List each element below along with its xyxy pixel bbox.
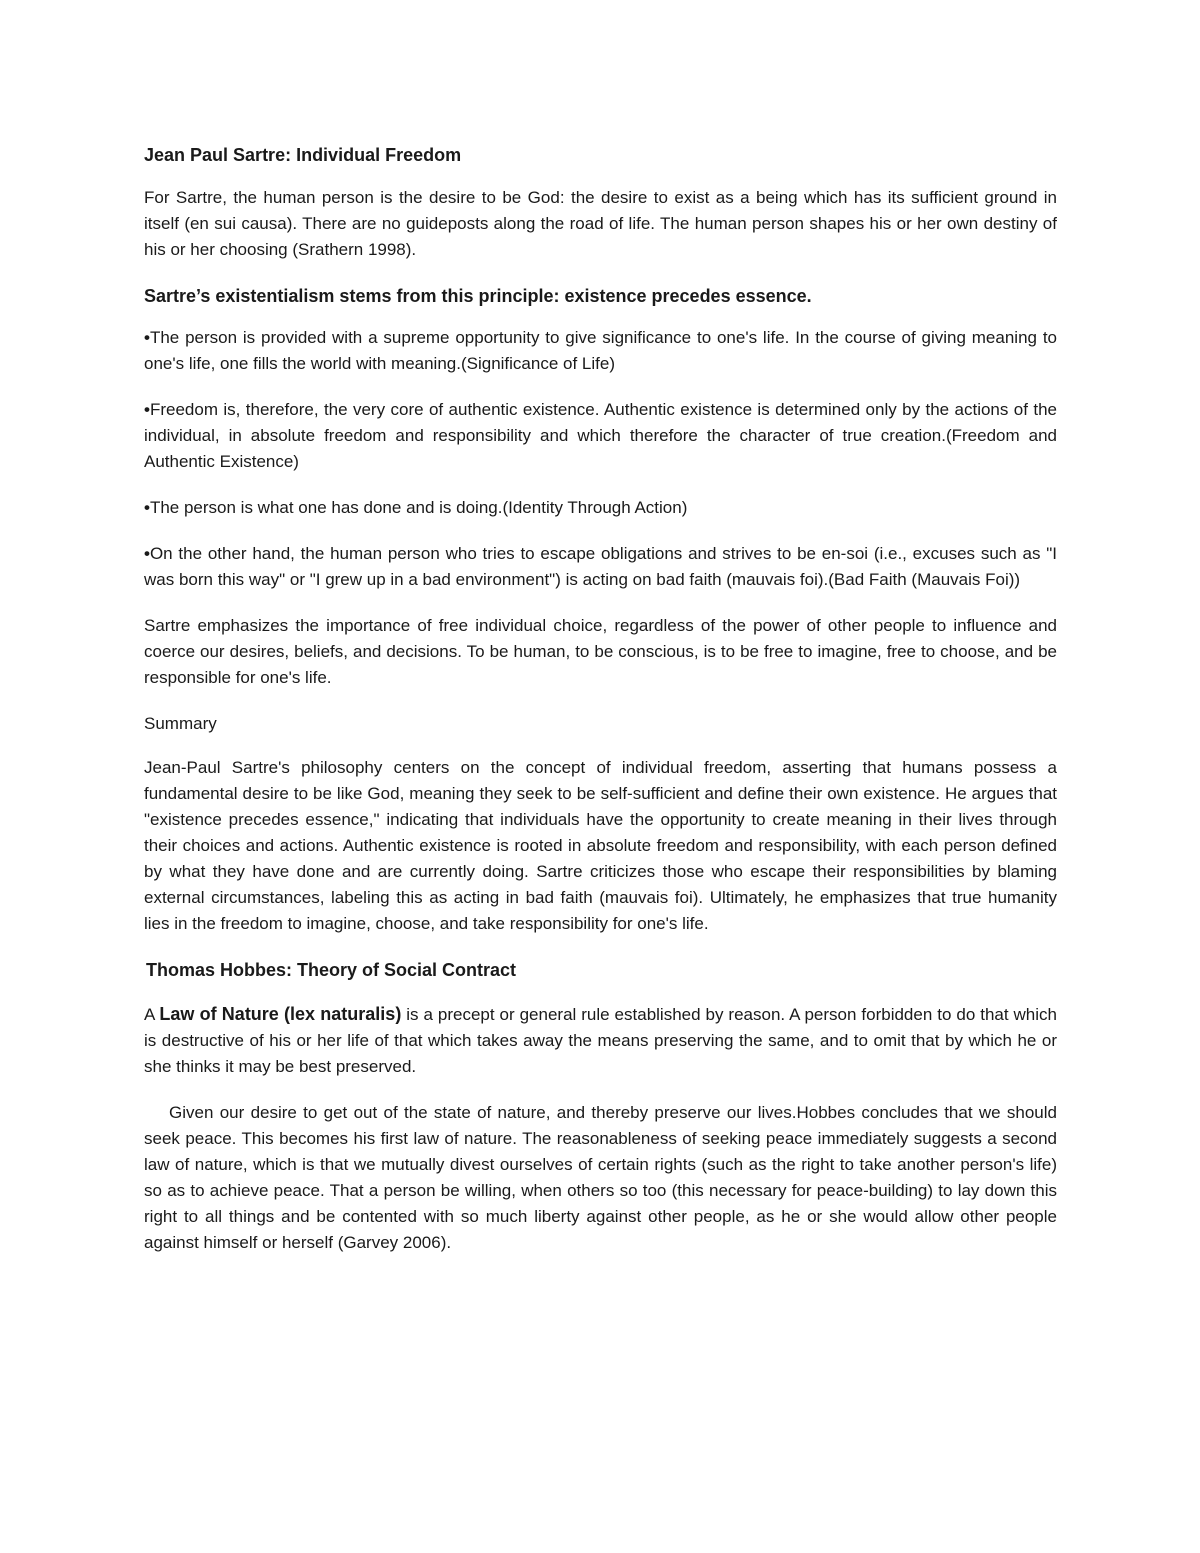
- intro-paragraph: For Sartre, the human person is the desire to be God: the desire to exist as a being which has its sufficient ground in itself (en sui causa). There are no guideposts along the road of life. The human person shapes his or her own destiny of his or her choosing (Srathern 1998).: [144, 188, 1057, 259]
- bullet-text: Freedom is, therefore, the very core of authentic existence. Authentic existence is determined only by the actions of the individual, in absolute freedom and responsibility and which therefore the character of true creation.(Freedom and Authentic Existence): [144, 400, 1057, 471]
- bullet-dot: •: [144, 544, 150, 563]
- summary-label: Summary: [144, 714, 217, 733]
- bullet-text: On the other hand, the human person who tries to escape obligations and strives to be en-soi (i.e., excuses such as "I was born this way" or "I grew up in a bad environment") is acting on bad faith (mauvais foi).(Bad Faith (Mauvais Foi)): [144, 544, 1057, 589]
- bullet-text: The person is provided with a supreme opportunity to give significance to one's life. In the course of giving meaning to one's life, one fills the world with meaning.(Significance of Life): [144, 328, 1057, 373]
- law-definition: is a precept or general rule established by reason. A person forbidden to do that which is destructive of his or her life of that which takes away the means preserving the same, and to omit that by which he or she thinks it may be best preserved.: [144, 1005, 1057, 1076]
- page-title: Jean Paul Sartre: Individual Freedom: [144, 145, 462, 165]
- emphasis-paragraph: Sartre emphasizes the importance of free individual choice, regardless of the power of other people to influence and coerce our desires, beliefs, and decisions. To be human, to be conscious, is to be free to imagine, free to choose, and be responsible for one's life.: [144, 616, 1057, 687]
- hobbes-heading: Thomas Hobbes: Theory of Social Contract: [146, 960, 517, 980]
- bullet-dot: •: [144, 498, 150, 517]
- bullet-item: [144, 541, 1057, 593]
- document-body: [144, 142, 1057, 1276]
- bullet-item: [144, 495, 1057, 521]
- bullet-item: [144, 325, 1057, 377]
- bullet-text: The person is what one has done and is doing.(Identity Through Action): [149, 498, 688, 517]
- bullet-dot: •: [144, 400, 150, 419]
- law-prefix: A: [144, 1005, 160, 1024]
- principle-heading: Sartre’s existentialism stems from this principle: existence precedes essence.: [144, 286, 812, 306]
- law-term: Law of Nature (lex naturalis): [159, 1004, 402, 1024]
- bullet-item: [144, 397, 1057, 475]
- law-of-nature-paragraph: [144, 1001, 1057, 1080]
- summary-paragraph: Jean-Paul Sartre's philosophy centers on the concept of individual freedom, asserting that humans possess a fundamental desire to be like God, meaning they seek to be self-sufficient and define their own existence. He argues that "existence precedes essence," indicating that individuals have the opportunity to create meaning in their lives through their choices and actions. Authentic existence is rooted in absolute freedom and responsibility, with each person defined by what they have done and are currently doing. Sartre criticizes those who escape their responsibilities by blaming external circumstances, labeling this as acting in bad faith (mauvais foi). Ultimately, he emphasizes that true humanity lies in the freedom to imagine, choose, and take responsibility for one's life.: [144, 758, 1057, 933]
- hobbes-paragraph: Given our desire to get out of the state of nature, and thereby preserve our lives.Hobbes concludes that we should seek peace. This becomes his first law of nature. The reasonableness of seeking peace immediately suggests a second law of nature, which is that we mutually divest ourselves of certain rights (such as the right to take another person's life) so as to achieve peace. That a person be willing, when others so too (this necessary for peace-building) to lay down this right to all things and be contented with so much liberty against other people, as he or she would allow other people against himself or herself (Garvey 2006).: [144, 1103, 1057, 1252]
- bullet-dot: •: [144, 328, 150, 347]
